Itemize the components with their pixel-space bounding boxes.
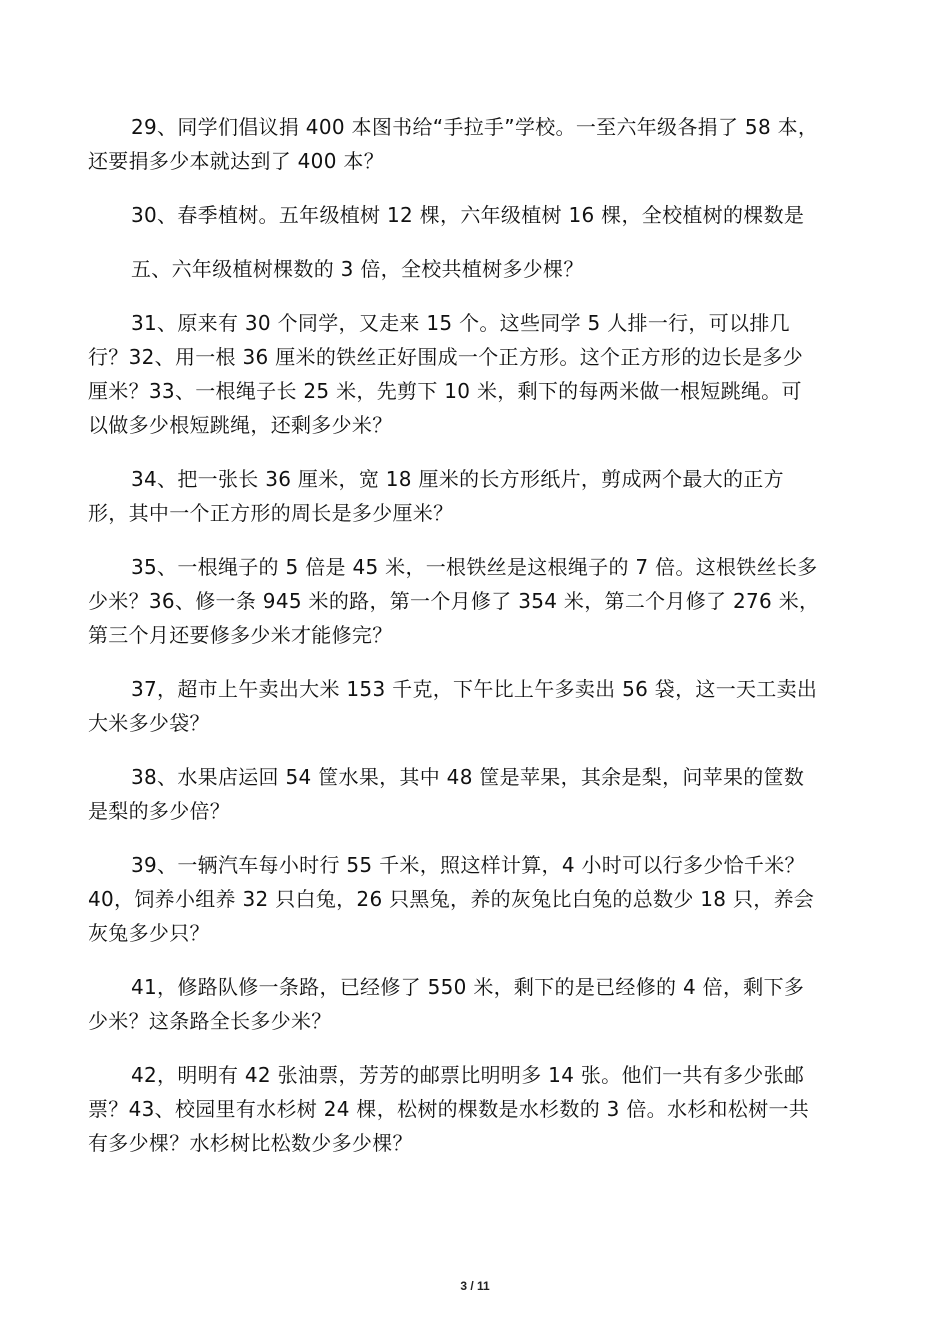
problem-33-line-1: 厘米？33、一根绳子长 25 米，先剪下 10 米，剩下的每两米做一根短跳绳。可 bbox=[88, 379, 802, 403]
problem-31-line-1: 31、原来有 30 个同学，又走来 15 个。这些同学 5 人排一行，可以排几 bbox=[131, 311, 790, 335]
problem-34-line-1: 34、把一张长 36 厘米，宽 18 厘米的长方形纸片，剪成两个最大的正方 bbox=[131, 467, 784, 491]
problem-32-line: 行？32、用一根 36 厘米的铁丝正好围成一个正方形。这个正方形的边长是多少 bbox=[88, 345, 804, 369]
problem-30-line-2: 五、六年级植树棵数的 3 倍，全校共植树多少棵？ bbox=[131, 257, 584, 281]
problem-36-line-1: 少米？36、修一条 945 米的路，第一个月修了 354 米，第二个月修了 276 米， bbox=[88, 589, 820, 613]
problem-41-line-1: 41，修路队修一条路，已经修了 550 米，剩下的是已经修的 4 倍，剩下多 bbox=[131, 975, 805, 999]
problem-34-line-2: 形，其中一个正方形的周长是多少厘米？ bbox=[88, 501, 454, 525]
problem-36-line-2: 第三个月还要修多少米才能修完？ bbox=[88, 623, 393, 647]
problem-40-line-1: 40，饲养小组养 32 只白兔，26 只黑兔，养的灰兔比白兔的总数少 18 只，养会 bbox=[88, 887, 815, 911]
problem-42-line-1: 42，明明有 42 张油票，芳芳的邮票比明明多 14 张。他们一共有多少张邮 bbox=[131, 1063, 805, 1087]
problem-38-line-1: 38、水果店运回 54 筐水果，其中 48 筐是苹果，其余是梨，问苹果的筐数 bbox=[131, 765, 805, 789]
problem-33-line-2: 以做多少根短跳绳，还剩多少米？ bbox=[88, 413, 393, 437]
problem-30-line-1: 30、春季植树。五年级植树 12 棵，六年级植树 16 棵，全校植树的棵数是 bbox=[131, 203, 805, 227]
problem-29-line-1: 29、同学们倡议捐 400 本图书给“手拉手”学校。一至六年级各捐了 58 本， bbox=[131, 115, 819, 139]
problem-43-line-1: 票？43、校园里有水杉树 24 棵，松树的棵数是水杉数的 3 倍。水杉和松树一共 bbox=[88, 1097, 810, 1121]
problem-29-line-2: 还要捐多少本就达到了 400 本？ bbox=[88, 149, 384, 173]
problem-39-line: 39、一辆汽车每小时行 55 千米，照这样计算，4 小时可以行多少恰千米？ bbox=[131, 853, 805, 877]
problem-40-line-2: 灰兔多少只？ bbox=[88, 921, 210, 945]
problem-37-line-2: 大米多少袋？ bbox=[88, 711, 210, 735]
problem-41-line-2: 少米？这条路全长多少米？ bbox=[88, 1009, 332, 1033]
problem-38-line-2: 是梨的多少倍？ bbox=[88, 799, 231, 823]
problem-35-line-1: 35、一根绳子的 5 倍是 45 米，一根铁丝是这根绳子的 7 倍。这根铁丝长多 bbox=[131, 555, 818, 579]
page-number: 3 / 11 bbox=[460, 1279, 490, 1293]
problem-43-line-2: 有多少棵？水杉树比松数少多少棵？ bbox=[88, 1131, 413, 1155]
problem-37-line-1: 37，超市上午卖出大米 153 千克，下午比上午多卖出 56 袋，这一天工卖出 bbox=[131, 677, 818, 701]
